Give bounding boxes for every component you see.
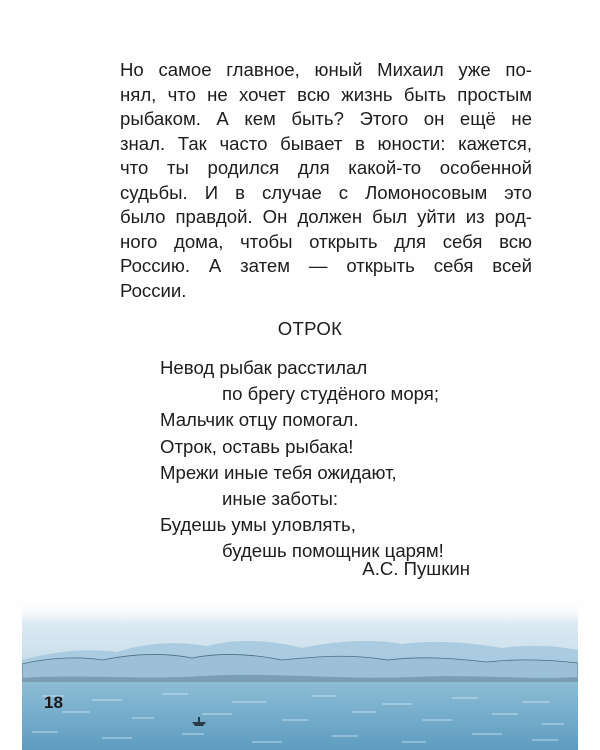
prose-line: нял, что не хочет всю жизнь быть простым	[120, 83, 532, 105]
page-number: 18	[44, 693, 63, 712]
poem-line: Отрок, оставь рыбака!	[160, 435, 354, 457]
prose-line: рыбаком. А кем быть? Этого он ещё не	[120, 108, 532, 129]
poem-author: А.С. Пушкин	[362, 558, 470, 579]
prose-line: Россию. А затем — открыть себя всей	[120, 255, 532, 276]
prose-line: знал. Так часто бывает в юности: кажется,	[120, 132, 532, 154]
poem-line: будешь помощник царям!	[222, 540, 444, 562]
poem-title: ОТРОК	[277, 318, 343, 339]
poem-line: иные заботы:	[222, 487, 339, 509]
poem-line: Мальчик отцу помогал.	[160, 409, 359, 431]
prose-line: что ты родился для какой-то особенной	[120, 157, 532, 178]
prose-line: было правдой. Он должен был уйти из род-	[120, 206, 532, 227]
prose-line: Но самое главное, юный Михаил уже по-	[120, 59, 532, 80]
prose-line: ного дома, чтобы открыть для себя всю	[120, 230, 532, 252]
poem-line: Невод рыбак расстилал	[160, 357, 368, 378]
prose-line: России.	[120, 279, 187, 301]
prose-paragraph	[120, 58, 532, 303]
poem-stanza	[160, 355, 444, 565]
poem-line: Мрежи иные тебя ожидают,	[160, 461, 397, 483]
sea-illustration	[22, 600, 578, 750]
water	[22, 682, 578, 750]
poem-line: Будешь умы уловлять,	[160, 514, 356, 536]
poem-line: по брегу студёного моря;	[222, 383, 440, 405]
prose-line: судьбы. И в случае с Ломоносовым это	[120, 181, 532, 203]
